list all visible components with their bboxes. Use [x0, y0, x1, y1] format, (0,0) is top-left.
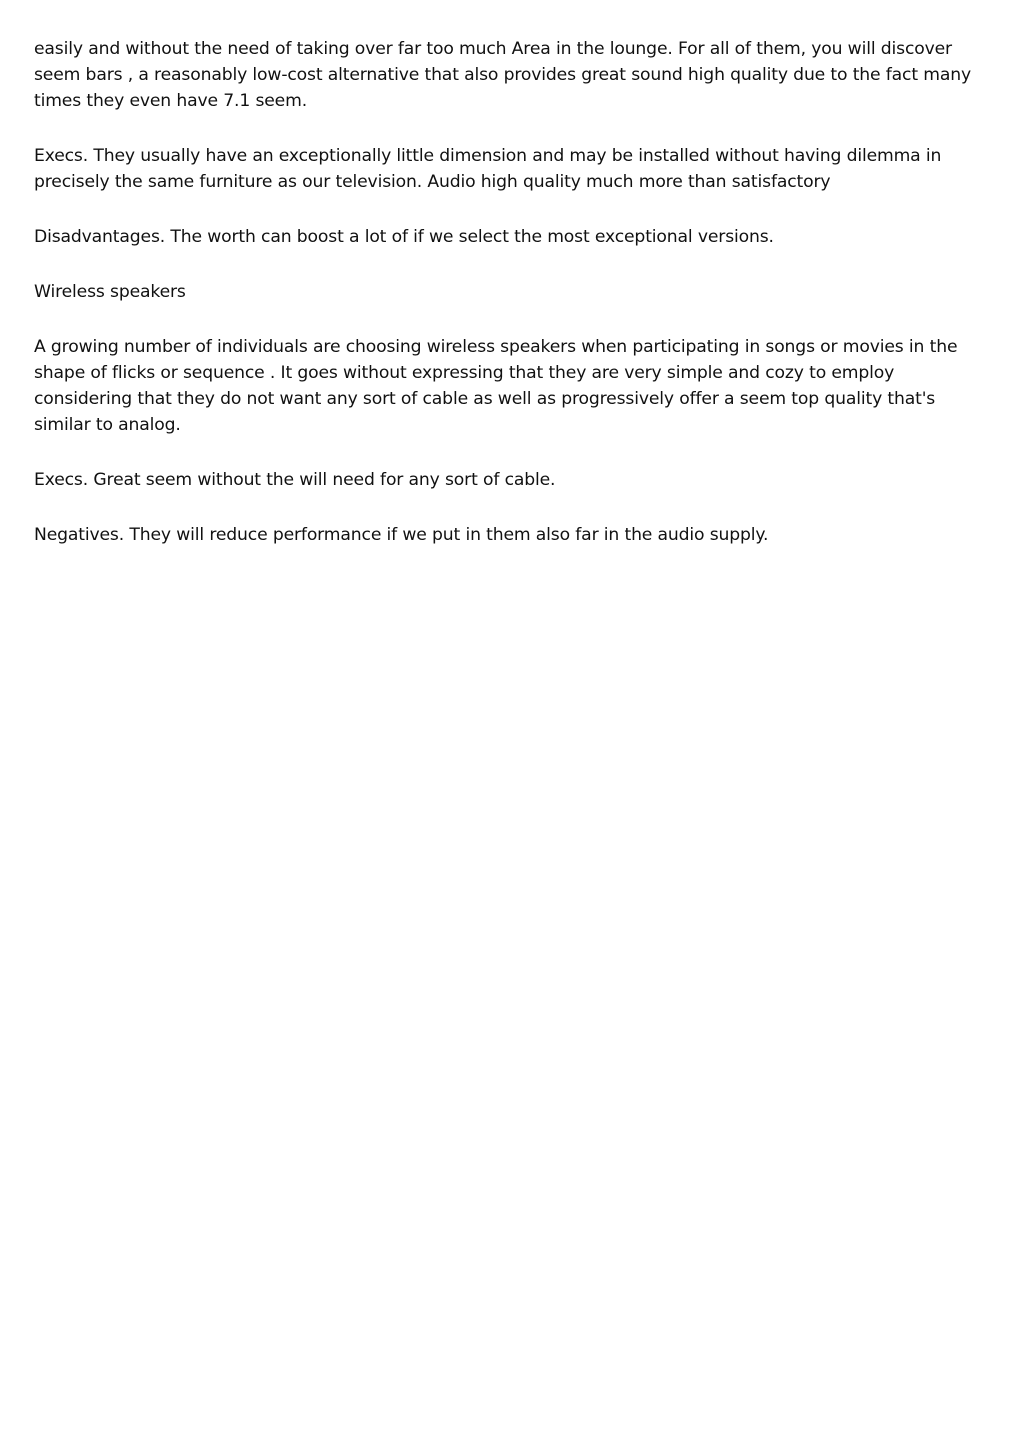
paragraph-soundbars-intro: easily and without the need of taking over far too much Area in the lounge. For all of them, you will discover seem bars , a reasonably low-cost alternative that also provides great sound high quality due to the fact many times they even have 7.1 seem.	[34, 39, 971, 111]
paragraph-wireless-pros: Execs. Great seem without the will need for any sort of cable.	[34, 470, 556, 490]
document-page	[34, 36, 992, 577]
paragraph-wireless-intro: A growing number of individuals are choosing wireless speakers when participating in songs or movies in the shape of flicks or sequence . It goes without expressing that they are very simple and cozy to employ considering that they do not want any sort of cable as well as progressively offer a seem top quality that's similar to analog.	[34, 337, 958, 435]
paragraph-soundbars-cons: Disadvantages. The worth can boost a lot of if we select the most exceptional versions.	[34, 227, 774, 247]
section-heading-wireless-speakers: Wireless speakers	[34, 282, 186, 302]
paragraph-soundbars-pros: Execs. They usually have an exceptionally little dimension and may be installed without having dilemma in precisely the same furniture as our television. Audio high quality much more than satisfactory	[34, 146, 942, 192]
paragraph-wireless-cons: Negatives. They will reduce performance if we put in them also far in the audio supply.	[34, 525, 769, 545]
